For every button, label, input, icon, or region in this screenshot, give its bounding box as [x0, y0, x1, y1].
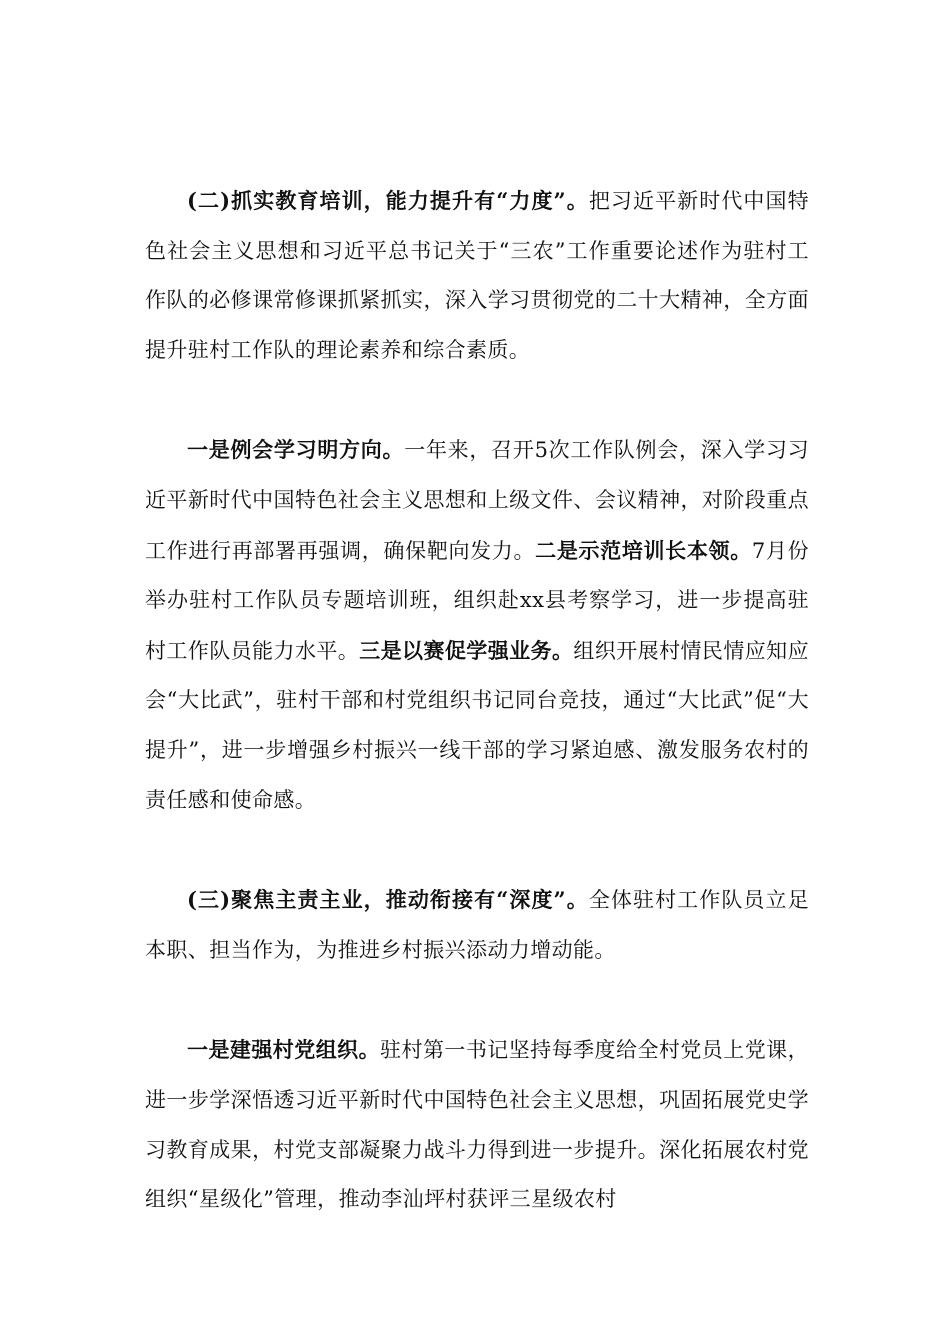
- section-heading-2: (二)抓实教育培训，能力提升有“力度”。: [187, 188, 589, 213]
- document-page: [145, 176, 809, 1225]
- paragraph-text: 驻村第一书记坚持每季度给全村党员上党课，进一步学深悟透习近平新时代中国特色社会主义思想，巩固拓展党史学习教育成果，村党支部凝聚力战斗力得到进一步提升。深化拓展农村党组织“星级化”管理，推动李汕坪村获评三星级农村: [145, 1038, 809, 1212]
- paragraph-text: 一年来，召开5次工作队例会，深入学习习近平新时代中国特色社会主义思想和上级文件、会议精神，对阶段重点工作进行再部署再强调，确保靶向发力。: [145, 438, 809, 563]
- point-heading-2: 二是示范培训长本领。: [535, 537, 752, 563]
- paragraph-text: 组织开展村情民情应知应会“大比武”，驻村干部和村党组织书记同台竞技，通过“大比武”促“大提升”，进一步增强乡村振兴一线干部的学习紧迫感、激发服务农村的责任感和使命感。: [145, 638, 810, 812]
- paragraph-text: 全体驻村工作队员立足本职、担当作为，为推进乡村振兴添动力增动能。: [145, 888, 810, 962]
- paragraph-party-organization: [145, 1025, 809, 1224]
- point-heading-1: 一是建强村党组织。: [187, 1037, 381, 1063]
- section-heading-3: (三)聚焦主责主业，推动衔接有“深度”。: [187, 887, 589, 913]
- paragraph-text: 把习近平新时代中国特色社会主义思想和习近平总书记关于“三农”工作重要论述作为驻村工作队的必修课常修课抓紧抓实，深入学习贯彻党的二十大精神，全方面提升驻村工作队的理论素养和综合素质。: [145, 189, 810, 362]
- point-heading-1: 一是例会学习明方向。: [187, 437, 405, 463]
- paragraph-main-responsibility: [145, 875, 809, 975]
- paragraph-study-measures: [145, 425, 809, 825]
- paragraph-education-training: [145, 176, 809, 375]
- point-heading-3: 三是以赛促学强业务。: [359, 637, 574, 663]
- paragraph-text: 7月份举办驻村工作队员专题培训班，组织赴xx县考察学习，进一步提高驻村工作队员能力水平。: [145, 538, 810, 663]
